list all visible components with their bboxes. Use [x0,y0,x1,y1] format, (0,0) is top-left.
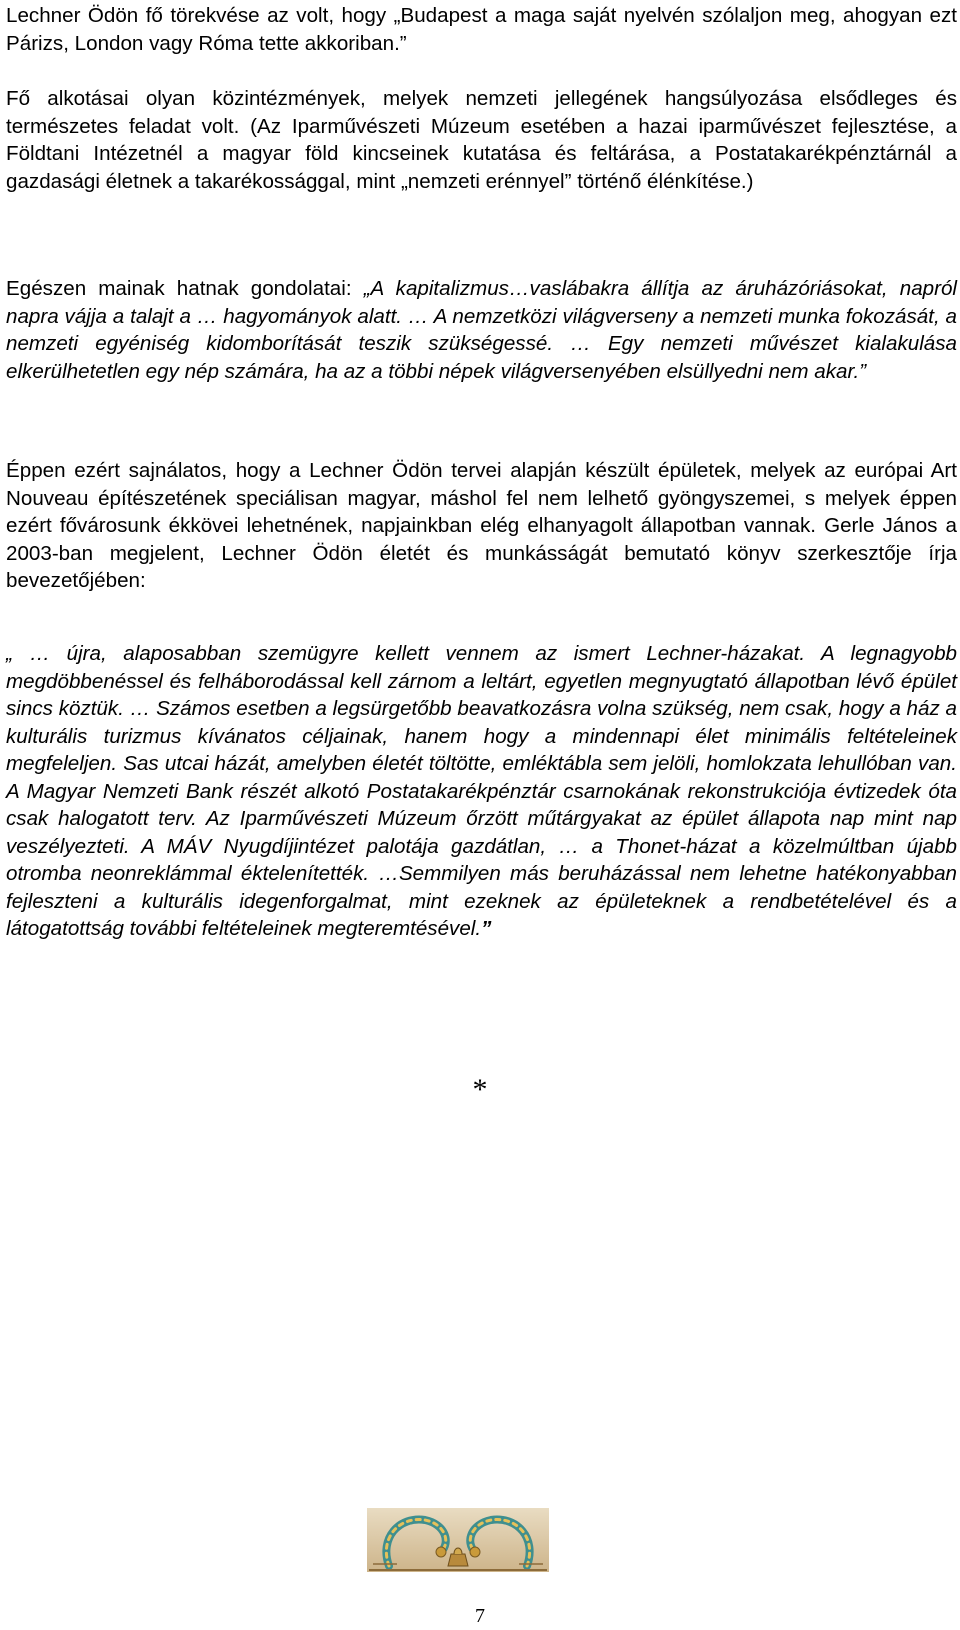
gerle-quote-close: ” [481,917,492,940]
paragraph-3 [6,275,957,385]
section-divider-asterisk: * [472,1073,488,1106]
lechner-quote: „A kapitalizmus…vaslábakra állítja az áruházóriásokat, napról napra vájja a talajt a … hagyományok alatt. … A nemzetközi világverseny a nemzeti munka fokozását, a nemzeti egyéniség kidomborítását teszik szükségessé. … Egy nemzeti művészet kialakulása elkerülhetetlen egy nép számára, ha az a többi népek világversenyében elsüllyedni nem akar.” [6,277,958,383]
gerle-quote [6,640,957,943]
majolica-peacock-ornament-icon [367,1508,549,1572]
quote-intro: Egészen mainak hatnak gondolatai: [6,277,364,300]
paragraph-4: Éppen ezért sajnálatos, hogy a Lechner Ödön tervei alapján készült épületek, melyek az európai Art Nouveau építészetének speciálisan magyar, máshol fel nem lelhető gyöngyszemei, s melyek éppen ezért fővárosunk ékkövei lehetnének, napjainkban elég elhanyagolt állapotban vannak. Gerle János a 2003-ban megjelent, Lechner Ödön életét és munkásságát bemutató könyv szerkesztője írja bevezetőjében: [6,459,957,592]
page-number: 7 [475,1605,485,1627]
paragraph-1: Lechner Ödön fő törekvése az volt, hogy „Budapest a maga saját nyelvén szólaljon meg, ahogyan ezt Párizs, London vagy Róma tette akkoriban.” [6,4,957,55]
paragraph-2: Fő alkotásai olyan közintézmények, melyek nemzeti jellegének hangsúlyozása elsődleges és természetes feladat volt. (Az Iparművészeti Múzeum esetében a hazai iparművészet fejlesztése, a Földtani Intézetnél a magyar föld kincseinek kutatása és feltárása, a Postatakarékpénztárnál a gazdasági életnek a takarékossággal, mint „nemzeti erénnyel” történő élénkítése.) [6,87,957,193]
gerle-quote-text: „ … újra, alaposabban szemügyre kellett vennem az ismert Lechner-házakat. A legnagyobb megdöbbenéssel és felháborodással kell zárnom a leltárt, egyetlen megnyugtató állapotban lévő épület sincs köztük. … Számos esetben a legsürgetőbb beavatkozásra volna szükség, nem csak, hogy a ház a kulturális turizmus kívánatos céljainak, hanem hogy a mindennapi élet minimális feltételeinek megfeleljen. Sas utcai házát, amelyben életét töltötte, emléktábla sem jelöli, homlokzata lehullóban van. A Magyar Nemzeti Bank részét alkotó Postatakarékpénztár csarnokának rekonstrukciója évtizedek óta csak halogatott terv. Az Iparművészeti Múzeum őrzött műtárgyakat az épület állapota nap mint nap veszélyezteti. A MÁV Nyugdíjintézet palotája gazdátlan, … a Thonet-házat a közelmúltban újabb otromba neonreklámmal éktelenítették. …Semmilyen más beruházással nem lehetne hatékonyabban fejleszteni a kulturális idegenforgalmat, mint ezeknek az épületeknek a rendbetételével és a látogatottság további feltételeinek megteremtésével. [6,642,957,940]
